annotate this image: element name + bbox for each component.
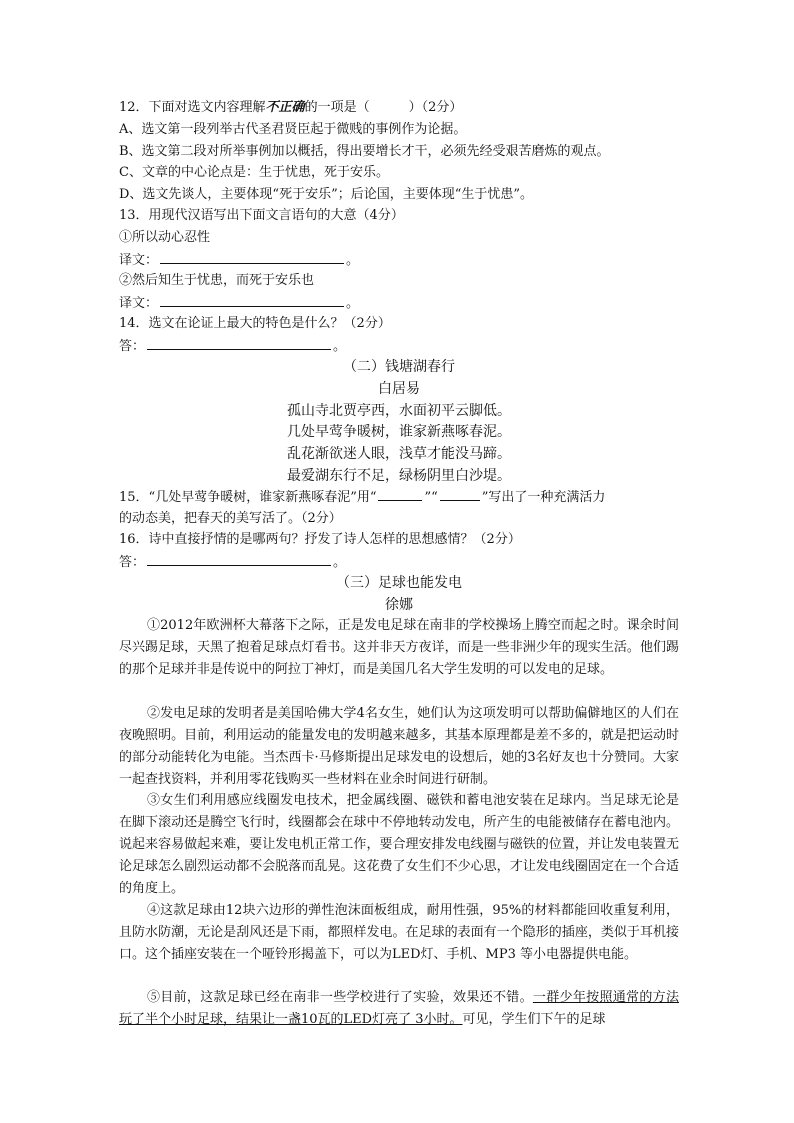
poem-line-1: 孤山寺北贾亭西，水面初平云脚低。 xyxy=(287,403,511,419)
question-15-stem xyxy=(119,486,679,508)
answer-label: 答： xyxy=(119,339,146,354)
article-paragraph-2: ②发电足球的发明者是美国哈佛大学4名女生，她们认为这项发明可以帮助偏僻地区的人们在夜晚照明。目前，利用运动的能量发电的发明越来越多，其基本原理都是差不多的，就是把运动时的部分动能转化为电能。当杰西卡·马修斯提出足球发电的设想后，她的3名好友也十分赞同。大家一起查找资料，并利用零花钱购买一些材料在业余时间进行研制。 xyxy=(119,706,679,787)
q13-sentence-2: ②然后知生于忧患，而死于安乐也 xyxy=(119,273,315,288)
translation-label: 译文： xyxy=(119,253,159,268)
q13-answer-1 xyxy=(119,249,679,271)
answer-blank[interactable] xyxy=(147,335,331,350)
q15-mid: ”“ xyxy=(424,490,438,505)
poem-line-2: 几处早莺争暖树，谁家新燕啄春泥。 xyxy=(287,424,511,440)
p5-post: 可见，学生们下午的足球 xyxy=(462,1012,606,1027)
article-title: （三）足球也能发电 xyxy=(336,575,462,591)
article-paragraph-1: ①2012年欧洲杯大幕落下之际，正是发电足球在南非的学校操场上腾空而起之时。课余时间尽兴踢足球，天黑了抱着足球点灯看书。这并非天方夜详，而是一些非洲少年的现实生活。他们踢的那个足球并非是传说中的阿拉丁神灯，而是美国几名大学生发明的可以发电的足球。 xyxy=(119,618,679,677)
q13-answer-2 xyxy=(119,292,679,314)
q12-option-d: D、选文先谈人，主要体现“死于安乐”；后论国，主要体现“生于忧患”。 xyxy=(119,187,534,202)
q13-sentence-1: ①所以动心忍性 xyxy=(119,230,211,245)
period: 。 xyxy=(333,339,347,354)
period: 。 xyxy=(333,555,347,570)
answer-label: 答： xyxy=(119,555,146,570)
article-paragraph-3: ③女生们利用感应线圈发电技术，把金属线圈、磁铁和蓄电池安装在足球内。当足球无论是在脚下滚动还是腾空飞行时，线圈都会在球中不停地转动发电，所产生的电能被储存在蓄电池内。说起来容易做起来难，要让发电机正常工作，要合理安排发电线圈与磁铁的位置，并让发电装置无论足球怎么剧烈运动都不会脱落而乱晃。这花费了女生们不少心思，才让发电线圈固定在一个合适的角度上。 xyxy=(119,793,679,896)
article-paragraph-4: ④这款足球由12块六边形的弹性泡沫面板组成，耐用性强，95%的材料都能回收重复利用，且防水防潮，无论是刮风还是下雨，都照样发电。在足球的表面有一个隐形的插座，类似于耳机接口。这个插座安装在一个哑铃形揭盖下，可以为LED灯、手机、MP3 等小电器提供电能。 xyxy=(119,903,679,962)
answer-blank[interactable] xyxy=(440,486,480,501)
question-13-stem: 13．用现代汉语写出下面文言语句的大意（4分） xyxy=(119,208,404,223)
poem-line-4: 最爱湖东行不足，绿杨阴里白沙堤。 xyxy=(287,468,511,484)
translation-label: 译文： xyxy=(119,296,159,311)
q12-stem-pre: 12．下面对选文内容理解 xyxy=(119,100,266,115)
answer-blank[interactable] xyxy=(160,249,344,264)
answer-blank[interactable] xyxy=(378,486,422,501)
article-paragraph-5 xyxy=(119,987,679,1031)
question-16-stem: 16．诗中直接抒情的是哪两句？抒发了诗人怎样的思想感情？（2分） xyxy=(119,532,521,547)
q15-post: ”写出了一种充满活力 xyxy=(481,490,606,505)
question-14-stem: 14．选文在论证上最大的特色是什么？（2分） xyxy=(119,316,391,331)
poem-title: （二）钱塘湖春行 xyxy=(343,359,455,375)
q12-option-b: B、选文第二段对所举事例加以概括，得出要增长才干，必须先经受艰苦磨炼的观点。 xyxy=(119,144,610,159)
poem-line-3: 乱花渐欲迷人眼，浅草才能没马蹄。 xyxy=(287,446,511,462)
poem-author: 白居易 xyxy=(378,381,420,397)
answer-blank[interactable] xyxy=(160,292,344,307)
q15-pre: 15．“几处早莺争暖树，谁家新燕啄春泥”用“ xyxy=(119,490,377,505)
question-12-stem xyxy=(119,97,679,119)
q14-answer xyxy=(119,335,679,357)
q12-option-a: A、选文第一段列举古代圣君贤臣起于微贱的事例作为论据。 xyxy=(119,122,467,137)
article-author: 徐娜 xyxy=(385,597,413,613)
answer-blank[interactable] xyxy=(147,551,331,566)
q12-option-c: C、文章的中心论点是：生于忧患，死于安乐。 xyxy=(119,165,389,180)
period: 。 xyxy=(346,296,360,311)
p5-pre: ⑤目前，这款足球已经在南非一些学校进行了实验，效果还不错。 xyxy=(147,990,533,1005)
q16-answer xyxy=(119,551,679,573)
question-15-line-2: 的动态美，把春天的美写活了。（2分） xyxy=(119,511,342,526)
period: 。 xyxy=(346,253,360,268)
q12-emphasis: 不正确 xyxy=(265,100,305,115)
q12-stem-post: 的一项是（ ）（2分） xyxy=(304,100,463,115)
p5-underlined-sentence: 一群少年按照通常的方法玩了半个小时足球，结果让一盏10瓦的LED灯亮了 3小时。 xyxy=(119,990,679,1027)
